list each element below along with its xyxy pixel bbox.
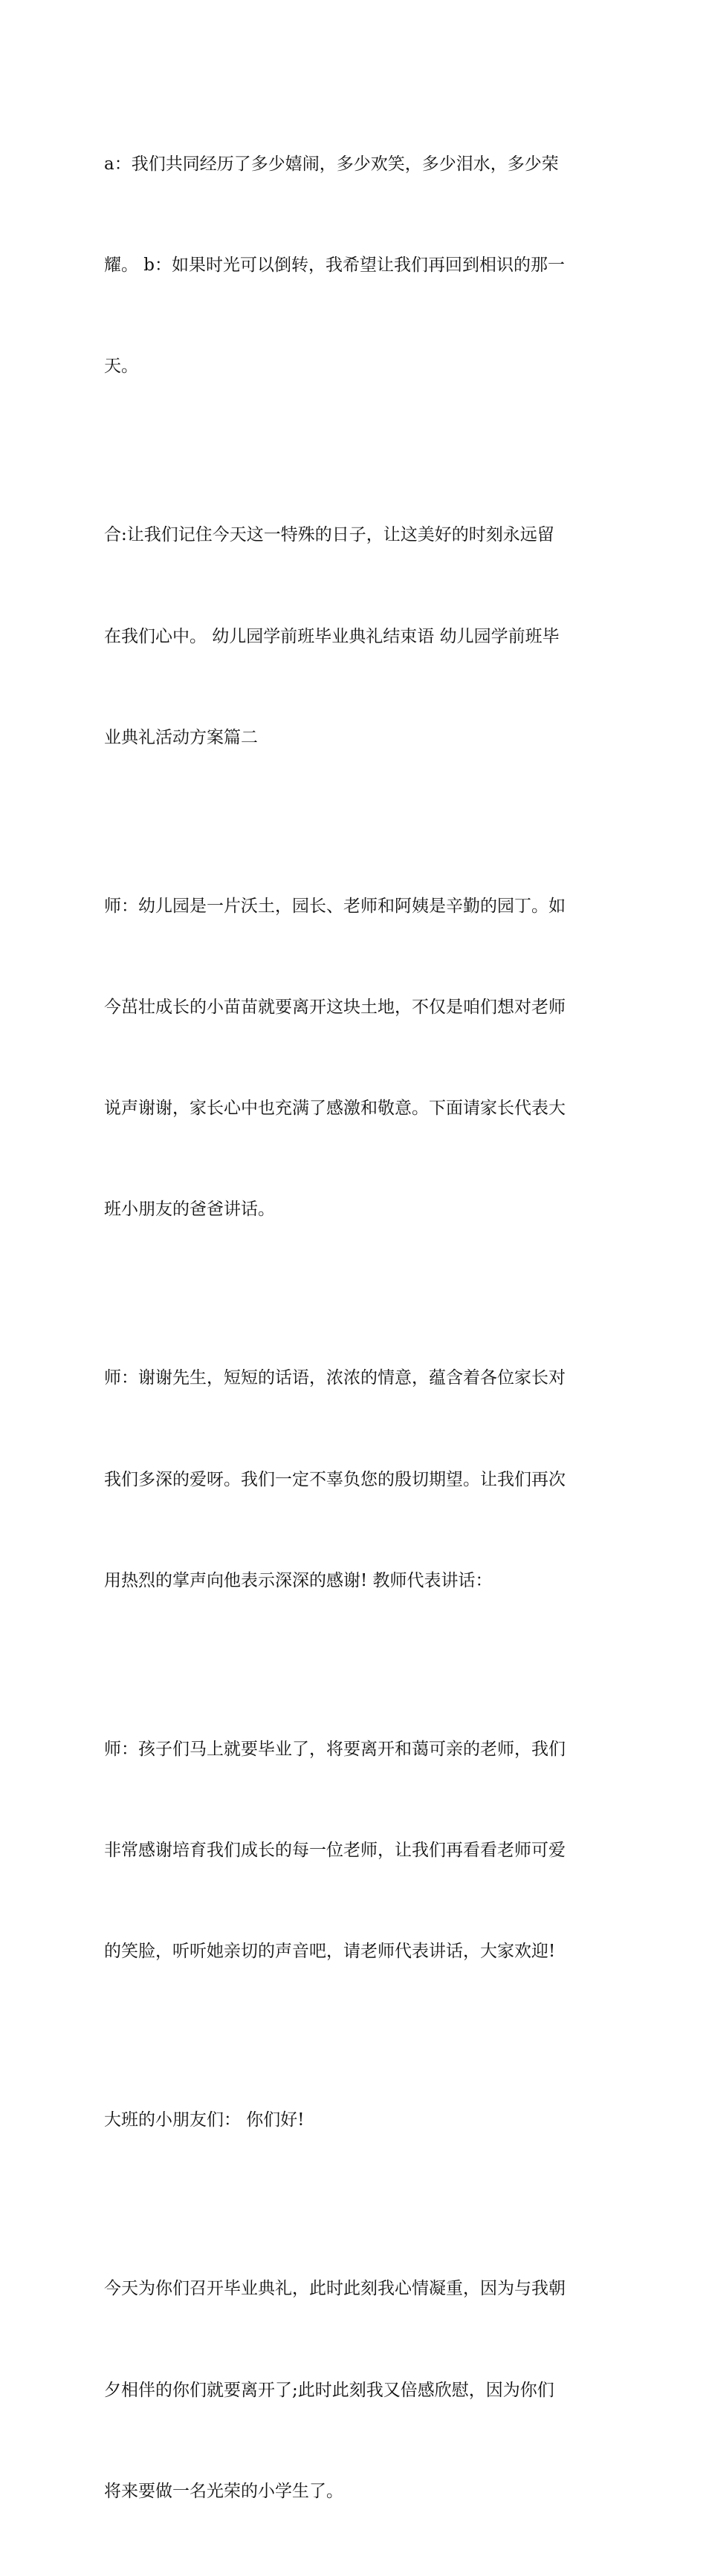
text-line: 说声谢谢，家长心中也充满了感激和敬意。下面请家长代表大 [104,1099,566,1119]
text-line: 在我们心中。 幼儿园学前班毕业典礼结束语 幼儿园学前班毕 [104,626,560,646]
paragraph-2 [104,451,609,822]
text-line: 用热烈的掌声向他表示深深的感谢! 教师代表讲话： [104,1570,493,1590]
text-line: 将来要做一名光荣的小学生了。 [104,2481,343,2501]
text-line: 大班的小朋友们： 你们好! [104,2110,305,2130]
document-body [104,80,609,2576]
text-line: a：我们共同经历了多少嬉闹，多少欢笑，多少泪水，多少荣 [104,154,559,174]
text-line: 师：谢谢先生，短短的话语，浓浓的情意，蕴含着各位家长对 [104,1368,566,1388]
text-line: 的笑脸，听听她亲切的声音吧，请老师代表讲话，大家欢迎! [104,1942,556,1962]
text-line: 今天为你们召开毕业典礼，此时此刻我心情凝重，因为与我朝 [104,2279,566,2299]
text-line: 师：孩子们马上就要毕业了，将要离开和蔼可亲的老师，我们 [104,1739,566,1759]
text-line: 合:让我们记住今天这一特殊的日子，让这美好的时刻永远留 [104,525,554,545]
text-line: 业典礼活动方案篇二 [104,727,258,747]
text-line: 耀。 b：如果时光可以倒转，我希望让我们再回到相识的那一 [104,256,566,276]
text-line: 夕相伴的你们就要离开了;此时此刻我又倍感欣慰，因为你们 [104,2380,554,2400]
text-line: 我们多深的爱呀。我们一定不辜负您的殷切期望。让我们再次 [104,1469,566,1489]
text-line: 今茁壮成长的小苗苗就要离开这块土地，不仅是咱们想对老师 [104,997,566,1017]
paragraph-1 [104,80,609,451]
paragraph-5 [104,1665,609,2036]
paragraph-3 [104,822,609,1295]
text-line: 师：幼儿园是一片沃土，园长、老师和阿姨是辛勤的园丁。如 [104,896,566,916]
text-line: 天。 [104,357,138,377]
text-line: 非常感谢培育我们成长的每一位老师，让我们再看看老师可爱 [104,1841,566,1861]
text-line: 班小朋友的爸爸讲话。 [104,1200,275,1220]
paragraph-4 [104,1295,609,1665]
paragraph-7 [104,2205,609,2576]
paragraph-6 [104,2037,609,2205]
